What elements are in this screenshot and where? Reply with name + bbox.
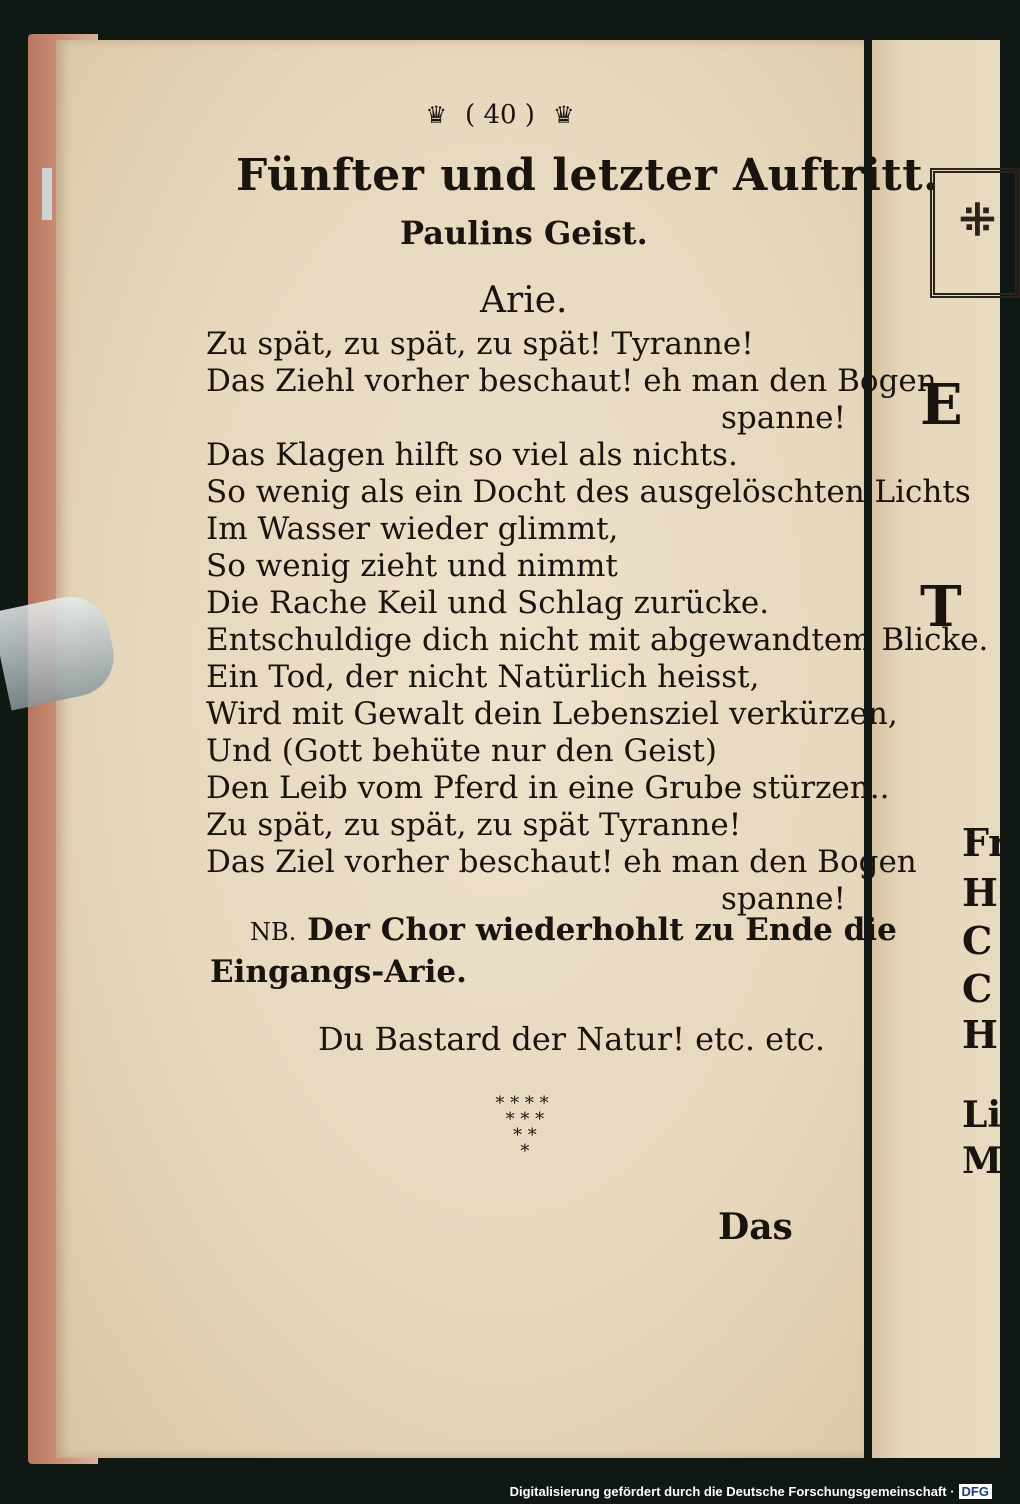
verse-line: Und (Gott behüte nur den Geist) xyxy=(206,733,717,769)
note-line: Eingangs-Arie. xyxy=(210,954,467,990)
facing-page-letter: M xyxy=(962,1140,1002,1182)
speaker-name: Paulins Geist. xyxy=(400,214,648,252)
verse-line: Zu spät, zu spät, zu spät Tyranne! xyxy=(206,807,742,843)
facing-page-letter: H xyxy=(962,1012,998,1057)
aria-heading: Arie. xyxy=(480,280,568,321)
facing-page-ornament-frame xyxy=(930,168,1020,298)
facing-page-letter: C xyxy=(962,966,993,1011)
credit-text: Digitalisierung gefördert durch die Deutsche Forschungsgemeinschaft · xyxy=(509,1484,955,1499)
verse-line: Entschuldige dich nicht mit abgewandtem Blicke. xyxy=(206,622,989,658)
verse-line: So wenig zieht und nimmt xyxy=(206,548,618,584)
verse-line: spanne! xyxy=(721,881,846,917)
facing-page-letter: H xyxy=(962,870,998,915)
verse-line: Den Leib vom Pferd in eine Grube stürzen.. xyxy=(206,770,890,806)
verse-line: So wenig als ein Docht des ausgelöschten Lichts xyxy=(206,474,971,510)
scene-title: Fünfter und letzter Auftritt. xyxy=(236,150,939,201)
crown-icon: ♛ xyxy=(552,101,575,129)
page-header xyxy=(0,100,1000,130)
verse-line: Ein Tod, der nicht Natürlich heisst, xyxy=(206,659,760,695)
verse-line: spanne! xyxy=(721,400,846,436)
star-ornament: * * * * * * * * * * xyxy=(495,1093,549,1162)
facing-page-letter: E xyxy=(920,372,963,438)
catchword: Das xyxy=(718,1206,793,1248)
crown-icon: ♛ xyxy=(425,101,448,129)
bookmark-pin xyxy=(42,168,52,220)
verse-line: Zu spät, zu spät, zu spät! Tyranne! xyxy=(206,326,754,362)
verse-line: Das Ziehl vorher beschaut! eh man den Bogen xyxy=(206,363,937,399)
verse-line: Das Ziel vorher beschaut! eh man den Bogen xyxy=(206,844,917,880)
verse-line: Das Klagen hilft so viel als nichts. xyxy=(206,437,738,473)
note-tag: NB. xyxy=(250,918,297,946)
verse-line: Die Rache Keil und Schlag zurücke. xyxy=(206,585,770,621)
dfg-logo: DFG xyxy=(959,1484,992,1499)
digitization-credit xyxy=(510,1484,992,1499)
reprise-line: Du Bastard der Natur! etc. etc. xyxy=(318,1020,826,1058)
aria-verse xyxy=(206,326,988,918)
facing-page-letter: C xyxy=(962,918,993,963)
verse-line: Wird mit Gewalt dein Lebensziel verkürzen, xyxy=(206,696,898,732)
verse-line: Im Wasser wieder glimmt, xyxy=(206,511,619,547)
frame-glyph: ⁜ xyxy=(959,195,996,246)
facing-page-letter: Li xyxy=(962,1094,1001,1136)
note-line: Der Chor wiederhohlt zu Ende die xyxy=(307,912,897,948)
stage-note xyxy=(210,910,897,992)
facing-page-letter: T xyxy=(920,574,962,640)
facing-page-letter: Fr xyxy=(962,820,1009,865)
page-number: ( 40 ) xyxy=(465,100,535,130)
